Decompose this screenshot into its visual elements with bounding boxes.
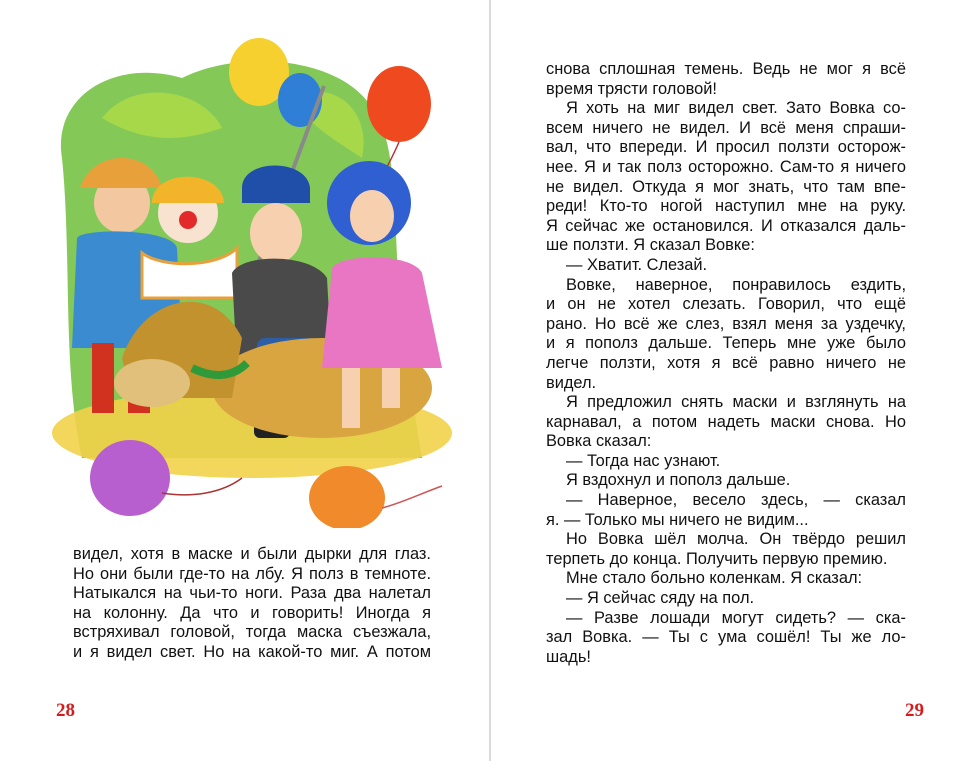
text-line: и он не хотел слезать. Говорил, что ещё xyxy=(546,295,906,314)
text-line: — Разве лошади могут сидеть? — ска- xyxy=(566,608,906,627)
text-line: видел, хотя в маске и были дырки для глаз. xyxy=(73,545,431,563)
carnival-illustration xyxy=(42,38,454,528)
text-line: легче ползти, хотя я всё равно ничего не xyxy=(546,353,906,372)
text-line: я. — Только мы ничего не видим... xyxy=(546,510,809,529)
text-line: Я вздохнул и пополз дальше. xyxy=(566,471,791,490)
text-line: ше ползти. Я сказал Вовке: xyxy=(546,236,755,255)
text-line: нее. Я и так полз осторожно. Сам-то я ничего xyxy=(546,157,906,176)
text-line: и я видел свет. Но на какой-то миг. А потом xyxy=(73,642,431,661)
text-line: — Наверное, весело здесь, — сказал xyxy=(566,491,906,510)
text-line: Вовке, наверное, понравилось ездить, xyxy=(566,275,906,294)
text-line: на колонну. Да что и говорить! Иногда я xyxy=(73,603,431,622)
text-line: — Хватит. Слезай. xyxy=(566,255,708,274)
page-number-right: 29 xyxy=(905,700,924,721)
text-line: вал, что впереди. И просил ползти осторож- xyxy=(546,138,906,157)
page-gutter xyxy=(489,0,491,761)
text-line: снова сплошная темень. Ведь не мог я всё xyxy=(546,60,906,78)
text-line: шадь! xyxy=(546,647,591,666)
text-line: терпеть до конца. Получить первую премию. xyxy=(546,549,888,568)
text-line: карнавал, а потом надеть маски снова. Но xyxy=(546,412,906,431)
text-line: не видел. Откуда я мог знать, что там впе- xyxy=(546,177,906,196)
left-page-text xyxy=(73,545,431,663)
right-page-text xyxy=(546,60,906,667)
text-line: Мне стало больно коленкам. Я сказал: xyxy=(566,569,863,588)
page-number-left: 28 xyxy=(56,700,75,721)
text-line: время трясти головой! xyxy=(546,79,717,98)
text-line: видел. xyxy=(546,373,597,392)
text-line: Но Вовка шёл молча. Он твёрдо решил xyxy=(566,530,906,549)
text-line: всем ничего не видел. И всё меня спраши- xyxy=(546,118,906,137)
text-line: Но они были где-то на лбу. Я полз в темноте. xyxy=(73,564,431,583)
text-line: и я пополз дальше. Теперь мне уже было xyxy=(546,334,906,353)
text-line: — Тогда нас узнают. xyxy=(566,451,721,470)
text-line: реди! Кто-то ногой наступил мне на руку. xyxy=(546,197,906,216)
text-line: — Я сейчас сяду на пол. xyxy=(566,589,755,608)
text-line: рано. Но всё же слез, взял меня за уздечку, xyxy=(546,314,906,333)
text-line: Я хоть на миг видел свет. Зато Вовка со- xyxy=(566,99,906,118)
text-line: Вовка сказал: xyxy=(546,432,652,451)
text-line: Я сейчас же остановился. И отказался даль- xyxy=(546,216,906,235)
text-line: Я предложил снять маски и взглянуть на xyxy=(566,393,906,412)
text-line: зал Вовка. — Ты с ума сошёл! Ты же ло- xyxy=(546,628,906,647)
text-line: встряхивал головой, тогда маска съезжала, xyxy=(73,623,431,642)
text-line: Натыкался на чьи-то ноги. Раза два налетал xyxy=(73,584,431,603)
